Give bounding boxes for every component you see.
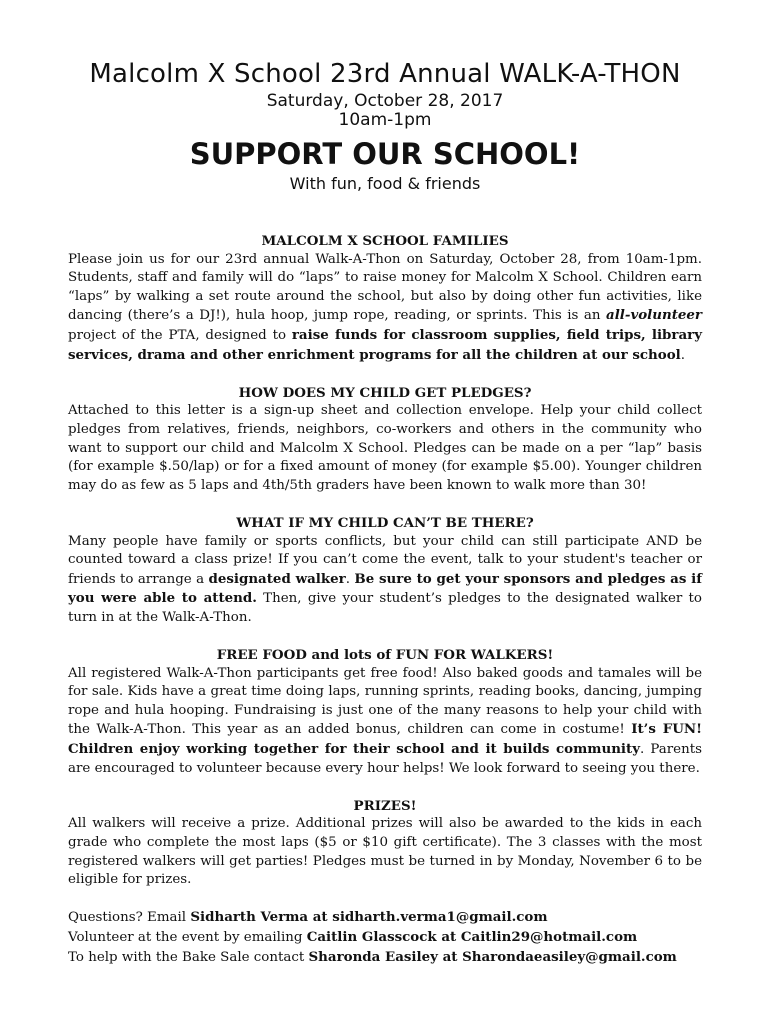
contact-label: To help with the Bake Sale contact [68,949,309,965]
section-prizes [68,797,702,890]
text-run: . Parents are encouraged to volunteer because every hour helps! We look forward to seeing you there. [68,742,702,776]
contacts-block [68,908,702,967]
contact-email: Sharonda Easiley at Sharondaeasiley@gmail.com [308,948,677,965]
contact-questions [68,908,702,928]
contact-bake-sale [68,948,702,968]
section-heading: HOW DOES MY CHILD GET PLEDGES? [238,384,532,401]
section-pledges [68,384,702,496]
event-date: Saturday, October 28, 2017 [266,91,504,111]
text-run: Then, give your student’s pledges to the designated walker to turn in at the Walk-A-Thon. [68,591,702,625]
emphasis-text: all-volunteer [606,307,702,324]
bold-text: raise funds for classroom supplies, field trips, library services, drama and other enrichment programs for all the children at our school [68,326,702,363]
section-food [68,646,702,778]
contact-volunteer [68,928,702,948]
flyer-header [0,56,770,194]
section-heading: WHAT IF MY CHILD CAN’T BE THERE? [236,514,534,531]
text-run: project of the PTA, designed to [68,327,292,343]
section-text [68,251,702,366]
section-absent [68,514,702,628]
bold-text: Be sure to get your sponsors and pledges as if you were able to attend. [68,570,702,607]
text-run: . [345,571,355,587]
event-time: 10am-1pm [338,110,432,130]
section-families [68,232,702,365]
section-heading: FREE FOOD and lots of FUN FOR WALKERS! [216,647,554,664]
section-text: Attached to this letter is a sign-up sheet and collection envelope. Help your child collect pledges from relatives, friends, neighbors, co-workers and others in the community who want to support our child and Malcolm X School. Pledges can be made on a per “lap” basis (for example $.50/lap) or for a fixed amount of money (for example $5.00). Younger children may do as few as 5 laps and 4th/5th graders have been known to walk more than 30! [68,403,702,493]
flyer-body [68,232,702,967]
section-text: All walkers will receive a prize. Additional prizes will also be awarded to the kids in each grade who complete the most laps ($5 or $10 gift certificate). The 3 classes with the most registered walkers will get parties! Pledges must be turned in by Monday, November 6 to be eligible for prizes. [68,816,702,888]
bold-text: It’s FUN! Children enjoy working together for their school and it builds community [68,721,702,758]
section-text [68,533,702,628]
event-title: Malcolm X School 23rd Annual WALK-A-THON [89,59,681,89]
section-heading: MALCOLM X SCHOOL FAMILIES [261,233,509,249]
contact-email: Sidharth Verma at sidharth.verma1@gmail.com [190,909,548,926]
text-run: Many people have family or sports conflicts, but your child can still participate AND be counted toward a class prize! If you can’t come the event, talk to your student's teacher or friends to arrange a [68,533,702,587]
event-tagline: With fun, food & friends [289,174,481,193]
contact-label: Volunteer at the event by emailing [68,929,307,945]
section-text [68,665,702,779]
section-heading: PRIZES! [353,797,417,814]
text-run: All registered Walk-A-Thon participants get free food! Also baked goods and tamales will be for sale. Kids have a great time doing laps, running sprints, reading books, dancing, jumping rope and hula hooping. Fundraising is just one of the many reasons to help your child with the Walk-A-Thon. This year as an added bonus, children can come in costume! [68,665,702,738]
bold-text: designated walker [208,570,346,587]
contact-label: Questions? Email [68,910,191,926]
text-run: . [680,347,685,363]
text-run: Please join us for our 23rd annual Walk-A-Thon on Saturday, October 28, from 10am-1pm. Students, staff and family will do “laps” to raise money for Malcolm X School. Children earn “laps” by walking a set route around the school, but also by doing other fun activities, like dancing (there’s a DJ!), hula hoop, jump rope, reading, or sprints. This is an [68,251,702,324]
contact-email: Caitlin Glasscock at Caitlin29@hotmail.com [306,928,638,945]
support-banner: SUPPORT OUR SCHOOL! [189,137,581,171]
